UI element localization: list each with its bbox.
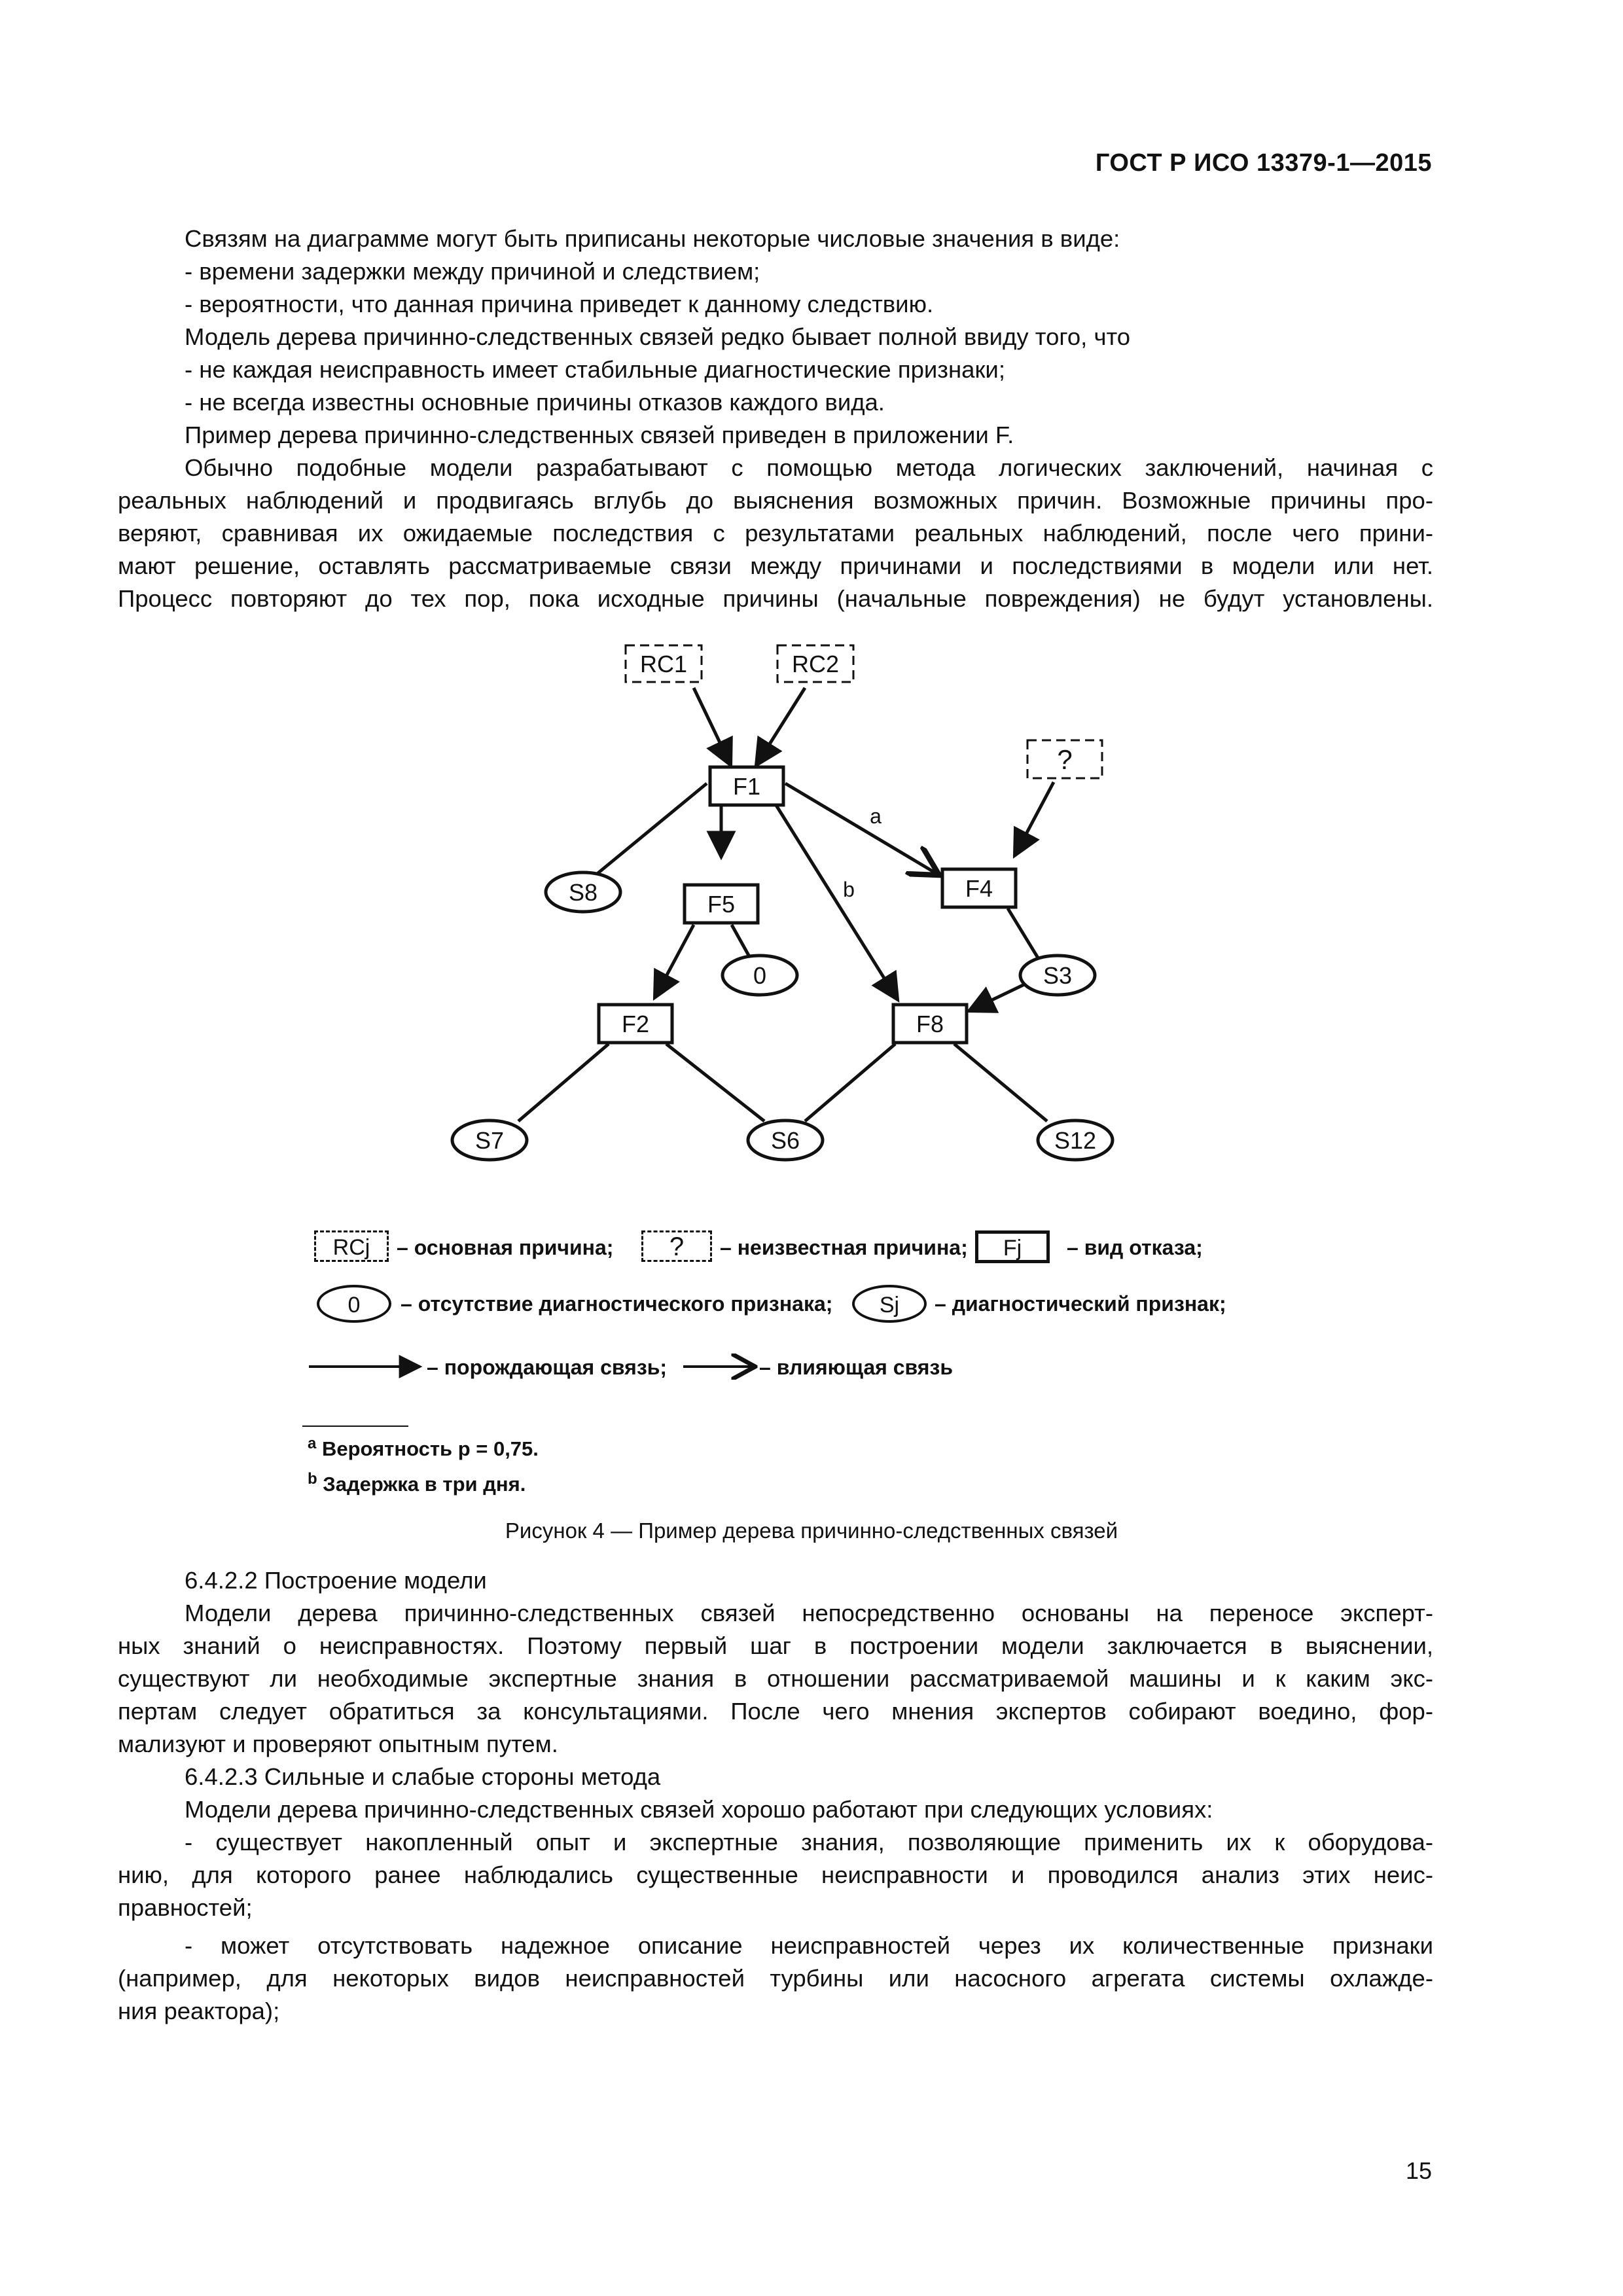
unknown-cause-label: ? — [1057, 744, 1073, 775]
legend-failure-mode-text: – вид отказа; — [1067, 1236, 1203, 1259]
text-line: Модели дерева причинно-следственных связей непосредственно основаны на переносе эксперт- — [185, 1600, 1433, 1626]
text-line: Модель дерева причинно-следственных связей редко бывает полной ввиду того, что — [185, 323, 1131, 350]
footnote-b — [308, 1470, 526, 1496]
legend-symptom-text: – диагностический признак; — [935, 1292, 1226, 1316]
legend-no-symptom-symbol: 0 — [348, 1293, 361, 1318]
footnote-mark: a — [308, 1435, 317, 1452]
edge-f5-f2 — [654, 925, 694, 998]
text-line: мализуют и проверяют опытным путем. — [118, 1731, 558, 1757]
edge-f1-f4 — [785, 783, 939, 875]
text-line: Связям на диаграмме могут быть приписаны некоторые числовые значения в виде: — [185, 225, 1120, 252]
edge-f8-s6 — [805, 1044, 895, 1121]
figure-caption: Рисунок 4 — Пример дерева причинно-следственных связей — [505, 1518, 1118, 1543]
failure-mode-f8-label: F8 — [916, 1011, 944, 1037]
edge-f1-s8 — [596, 783, 707, 875]
edge-rc1-f1 — [694, 688, 731, 766]
failure-mode-f4-label: F4 — [965, 875, 993, 902]
list-item-line: ния реактора); — [118, 1998, 280, 2024]
text-line: реальных наблюдений и продвигаясь вглубь до выяснения возможных причин. Возможные причины про- — [118, 487, 1433, 514]
edge-f4-s3 — [1008, 908, 1041, 962]
text-line: - не каждая неисправность имеет стабильные диагностические признаки; — [185, 356, 1005, 383]
legend-unknown-text: – неизвестная причина; — [720, 1236, 968, 1259]
failure-mode-f2-label: F2 — [621, 1011, 650, 1037]
text-line: - не всегда известны основные причины отказов каждого вида. — [185, 389, 885, 416]
failure-mode-f5-label: F5 — [707, 891, 736, 918]
link-label-b: b — [843, 878, 855, 901]
edge-rc2-f1 — [756, 688, 805, 766]
footnote-text: Вероятность p = 0,75. — [321, 1437, 539, 1460]
legend-unknown-box — [641, 1230, 712, 1262]
section-heading: 6.4.2.3 Сильные и слабые стороны метода — [185, 1763, 661, 1790]
page-number: 15 — [1405, 2157, 1432, 2184]
text-line: Процесс повторяют до тех пор, пока исходные причины (начальные повреждения) не будут установлены. — [118, 585, 1433, 612]
list-item-line: - может отсутствовать надежное описание неисправностей через их количественные признаки — [185, 1932, 1433, 1959]
footnote-text: Задержка в три дня. — [323, 1473, 526, 1496]
legend-failure-mode-symbol: Fj — [1003, 1236, 1022, 1261]
document-id: ГОСТ Р ИСО 13379-1—2015 — [1095, 149, 1432, 177]
legend-root-cause-symbol: RCj — [332, 1235, 370, 1260]
text-line: Обычно подобные модели разрабатывают с помощью метода логических заключений, начиная с — [185, 454, 1433, 481]
edge-f2-s6 — [666, 1044, 764, 1121]
section-6-4-2-3 — [118, 1761, 1433, 2028]
edge-f5-zero — [732, 925, 751, 959]
text-line: ных знаний о неисправностях. Поэтому первый шаг в построении модели заключается в выяснении, — [118, 1632, 1433, 1659]
legend-failure-mode-box — [975, 1230, 1050, 1263]
legend-influencing-arrow — [682, 1354, 760, 1380]
legend-influencing-text: – влияющая связь — [759, 1355, 953, 1379]
list-item-line: (например, для некоторых видов неисправностей турбины или насосного агрегата системы охлажде- — [118, 1965, 1433, 1992]
cause-effect-tree-diagram — [288, 632, 1139, 1175]
failure-mode-f1-label: F1 — [732, 773, 761, 800]
symptom-s12-label: S12 — [1054, 1127, 1097, 1154]
symptom-s3-label: S3 — [1043, 962, 1073, 989]
text-line: - вероятности, что данная причина приведет к данному следствию. — [185, 291, 934, 317]
no-symptom-label: 0 — [753, 962, 767, 989]
symptom-s7-label: S7 — [474, 1127, 505, 1154]
list-item-line: правностей; — [118, 1894, 253, 1921]
legend-generating-arrow — [308, 1354, 425, 1380]
footnote-mark: b — [308, 1470, 317, 1488]
edge-unknown-f4 — [1014, 782, 1054, 856]
list-item-line: - существует накопленный опыт и экспертные знания, позволяющие применить их к оборудова- — [185, 1829, 1433, 1856]
text-line: Пример дерева причинно-следственных связей приведен в приложении F. — [185, 422, 1014, 448]
legend-root-cause-box — [314, 1230, 389, 1262]
root-cause-rc1-label: RC1 — [639, 651, 688, 677]
legend-symptom-oval — [852, 1285, 927, 1323]
footnote-a — [308, 1437, 539, 1461]
edge-f2-s7 — [518, 1044, 609, 1121]
symptom-s8-label: S8 — [568, 879, 598, 906]
legend-no-symptom-text: – отсутствие диагностического признака; — [401, 1292, 833, 1316]
text-line: Модели дерева причинно-следственных связей хорошо работают при следующих условиях: — [185, 1796, 1213, 1823]
legend-symptom-symbol: Sj — [879, 1293, 900, 1318]
edge-f8-s12 — [954, 1044, 1047, 1121]
text-line: существуют ли необходимые экспертные знания в отношении рассматриваемой машины и к каким экс- — [118, 1665, 1433, 1692]
legend-unknown-symbol: ? — [669, 1232, 685, 1261]
symptom-s6-label: S6 — [770, 1127, 800, 1154]
intro-block — [118, 223, 1433, 615]
section-6-4-2-2 — [118, 1564, 1433, 1761]
legend-root-cause-text: – основная причина; — [397, 1236, 614, 1259]
text-line: веряют, сравнивая их ожидаемые последствия с результатами реальных наблюдений, после чего прини- — [118, 520, 1433, 547]
footnote-rule — [302, 1426, 408, 1427]
text-line: пертам следует обратиться за консультациями. После чего мнения экспертов собирают воедино, фор- — [118, 1698, 1433, 1725]
legend-no-symptom-oval — [317, 1285, 391, 1323]
text-line: мают решение, оставлять рассматриваемые связи между причинами и последствиями в модели или нет. — [118, 552, 1433, 579]
section-heading: 6.4.2.2 Построение модели — [185, 1567, 487, 1594]
list-item-line: нию, для которого ранее наблюдались существенные неисправности и проводился анализ этих неис- — [118, 1861, 1433, 1888]
legend-generating-text: – порождающая связь; — [427, 1355, 668, 1379]
link-label-a: a — [870, 804, 882, 828]
text-line: - времени задержки между причиной и следствием; — [185, 258, 760, 285]
root-cause-rc2-label: RC2 — [791, 651, 840, 677]
